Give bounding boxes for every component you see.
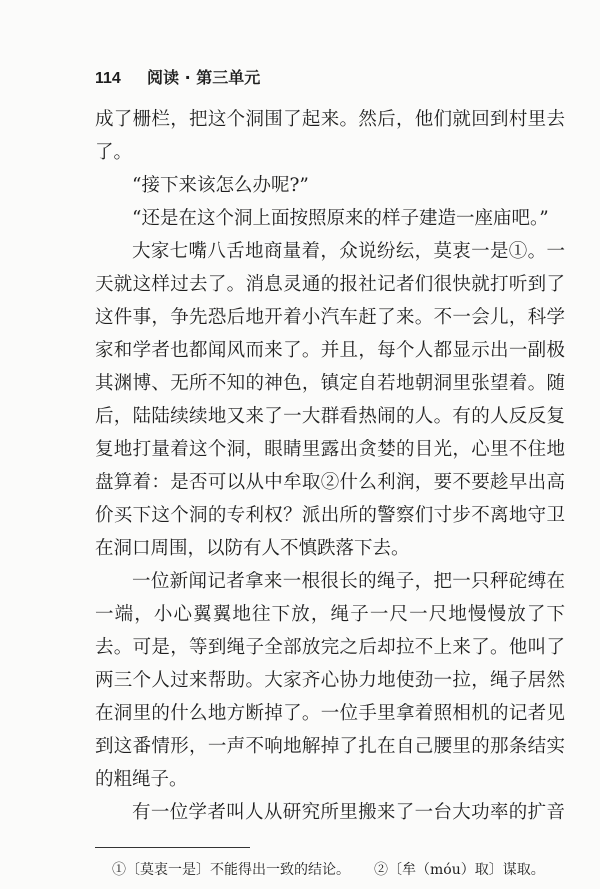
footnote-divider [95, 847, 250, 848]
text-line: “还是在这个洞上面按照原来的样子建造一座庙吧。” [132, 208, 549, 229]
text-line: 大家七嘴八舌地商量着，众说纷纭，莫衷一是①。一 [132, 241, 565, 262]
text-line: 复地打量着这个洞，眼睛里露出贪婪的目光，心里不住地 [95, 439, 565, 460]
text-line: 在洞口周围，以防有人不慎跌落下去。 [95, 538, 410, 559]
text-line: 去。可是，等到绳子全部放完之后却拉不上来了。他叫了 [95, 637, 565, 658]
page-number: 114 [95, 70, 121, 87]
text-line: 盘算着：是否可以从中牟取②什么利润，要不要趁早出高 [95, 472, 565, 493]
footnote-2: ②〔牟（móu）取〕谋取。 [374, 862, 545, 878]
text-line: 后，陆陆续续地又来了一大群看热闹的人。有的人反反复 [95, 406, 565, 427]
section-title: 阅读 · 第三单元 [147, 68, 261, 87]
text-line: 的粗绳子。 [95, 769, 188, 790]
text-line: 家和学者也都闻风而来了。并且，每个人都显示出一副极 [95, 340, 565, 361]
footnote-1: ①〔莫衷一是〕不能得出一致的结论。 [112, 862, 350, 878]
text-line: 这件事，争先恐后地开着小汽车赶了来。不一会儿，科学 [95, 307, 565, 328]
text-line: “接下来该怎么办呢?” [132, 175, 309, 196]
footnotes [95, 860, 565, 880]
text-line: 其渊博、无所不知的神色，镇定自若地朝洞里张望着。随 [95, 373, 565, 394]
text-line: 了。 [95, 142, 133, 163]
text-line: 价买下这个洞的专利权？派出所的警察们寸步不离地守卫 [95, 505, 565, 526]
text-line: 到这番情形，一声不响地解掉了扎在自己腰里的那条结实 [95, 736, 565, 757]
body-text [95, 103, 565, 829]
text-line: 成了栅栏，把这个洞围了起来。然后，他们就回到村里去 [95, 109, 565, 130]
page-header [95, 66, 565, 91]
text-line: 在洞里的什么地方断掉了。一位手里拿着照相机的记者见 [95, 703, 565, 724]
text-line: 有一位学者叫人从研究所里搬来了一台大功率的扩音 [132, 802, 565, 823]
text-line: 天就这样过去了。消息灵通的报社记者们很快就打听到了 [95, 274, 565, 295]
text-line: 两三个人过来帮助。大家齐心协力地使劲一拉，绳子居然 [95, 670, 565, 691]
text-line: 一位新闻记者拿来一根很长的绳子，把一只秤砣缚在 [132, 571, 565, 592]
page [95, 66, 565, 880]
text-line: 一端，小心翼翼地往下放，绳子一尺一尺地慢慢放了下 [95, 604, 565, 625]
